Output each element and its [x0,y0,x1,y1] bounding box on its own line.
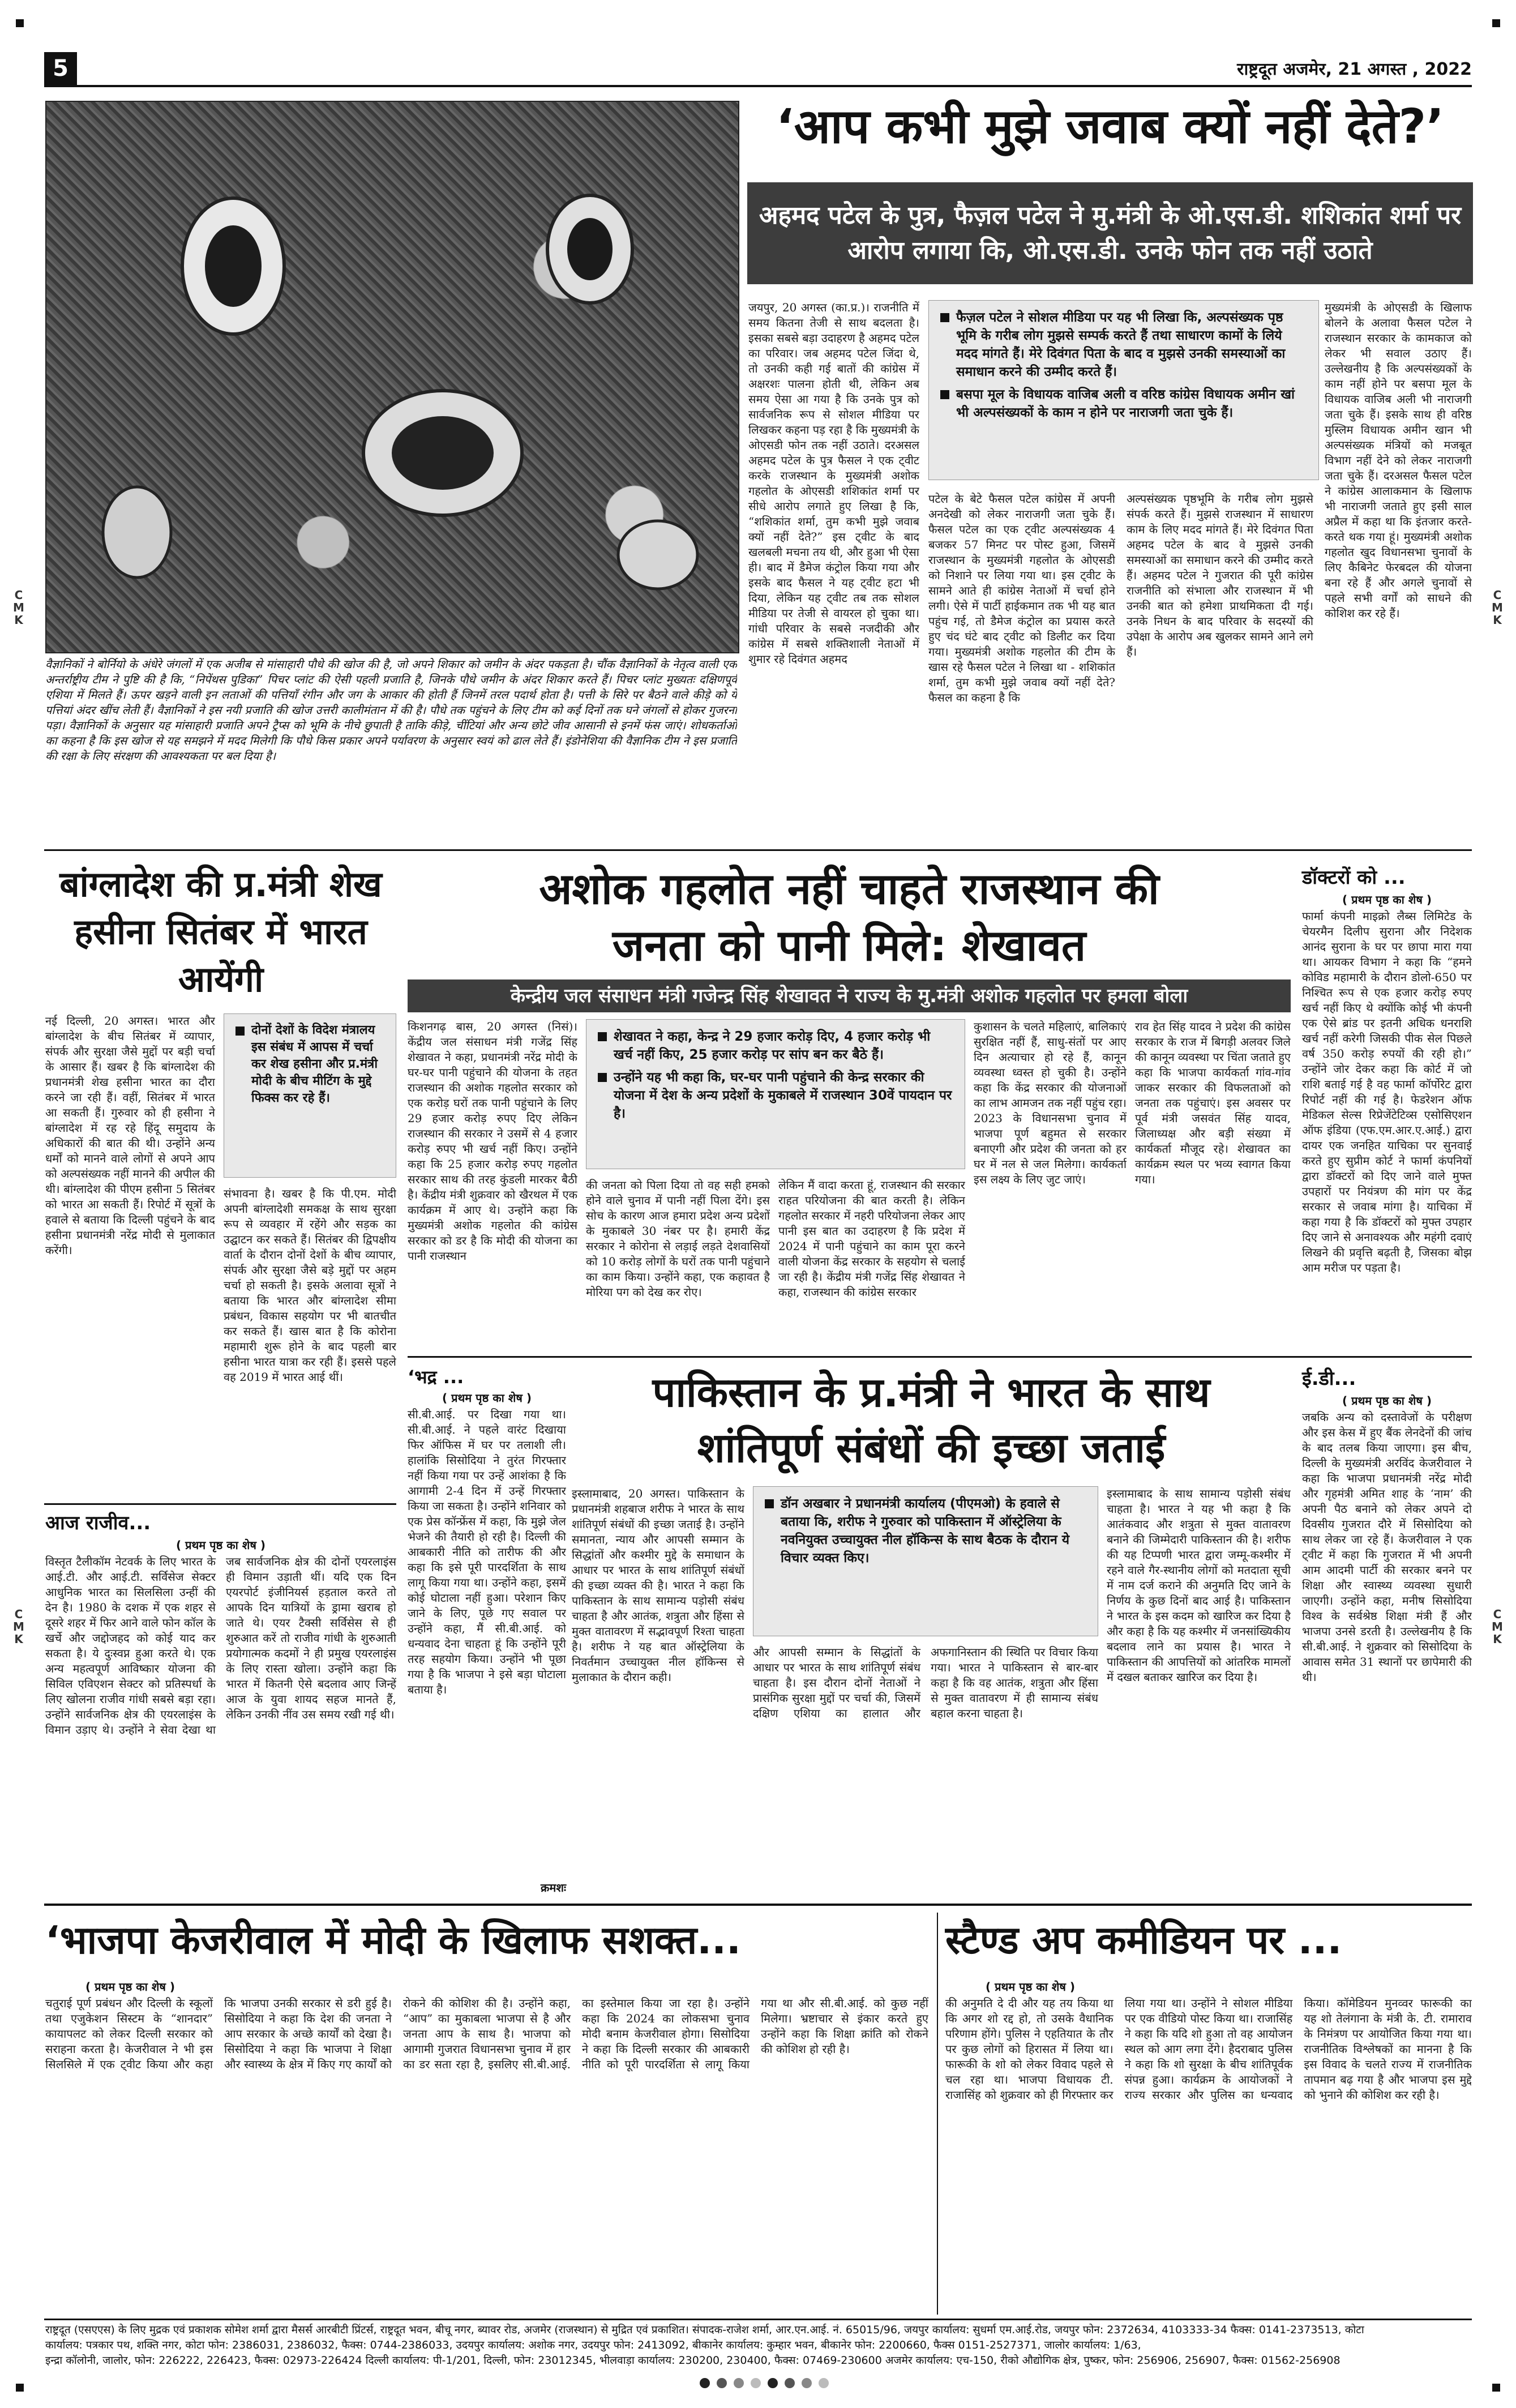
footer-line-3: इन्द्रा कॉलोनी, जालोर, फोन: 226222, 226423, फैक्स: 02973-226424 दिल्ली कार्यालय: पी-1/201, दिल्ली, फोन: 23012345, भीलवाड़ा कार्यालय: 230200, 230400, फैक्स: 07469-230600 अजमेर कार्यालय: एच-150, रीको औद्योगिक क्षेत्र, पुष्कर, फोन: 256906, 256907, फैक्स: 01562-256908 [45,2354,1341,2367]
comedian-text: की अनुमति दे दी और यह तय किया था कि अगर शो रद्द हो, तो उसके वैधानिक परिणाम होंगे। पुलिस ने एहतियात के तौर पर कुछ लोगों को हिरासत में लिया था। फारूकी के शो को लेकर विवाद पहले से चल रहा था। भाजपा विधायक टी. राजासिंह को शुक्रवार को ही गिरफ्तार कर लिया गया था। उन्होंने ने सोशल मीडिया पर एक वीडियो पोस्ट किया था। राजासिंह ने कहा कि यदि शो हुआ तो वह आयोजन स्थल को आग लगा देंगे। हैदराबाद पुलिस ने कहा कि शो सुरक्षा के बीच शांतिपूर्वक संपन्न हुआ। कार्यक्रम के आयोजकों ने राज्य सरकार और पुलिस का धन्यवाद किया। कॉमेडियन मुनव्वर फारूकी का यह शो तेलंगाना के मंत्री के. टी. रामाराव के निमंत्रण पर आयोजित किया गया था। राजनीतिक विश्लेषकों का मानना है कि इस विवाद के चलते राज्य में राजनीतिक तापमान बढ़ गया है और भाजपा इस मुद्दे को भुनाने की कोशिश कर रही है। [945,1996,1472,2102]
gehlot-col4: कुशासन के चलते महिलाएं, बालिकाएं सुरक्षित नहीं हैं, साधु-संतों पर आए दिन अत्याचार हो रहे हैं, कानून व्यवस्था ध्वस्त हो चुकी है। उन्होंने कहा कि केंद्र सरकार की योजनाओं का लाभ आमजन तक नहीं पहुंच रहा। 2023 के विधानसभा चुनाव में भाजपा पूर्ण बहुमत से सरकार बनाएगी और प्रदेश की जनता को हर घर में नल से जल मिलेगा। कार्यकर्ता इस लक्ष्य के लिए जुट जाएं। [974,1020,1127,1186]
bangladesh-col2: संभावना है। खबर है कि पी.एम. मोदी अपनी बांग्लादेशी समकक्ष के साथ सुरक्षा रूप से व्यवहार में रहेंगे और सड़क का उद्घाटन कर सकते हैं। सितंबर की द्विपक्षीय वार्ता के दौरान दोनों देशों के बीच व्यापार, संपर्क और सुरक्षा जैसे बड़े मुद्दों पर अहम चर्चा हो सकती है। इसके अलावा सूत्रों ने बताया कि भारत और बांग्लादेश सीमा प्रबंधन, विकास सहयोग पर भी बातचीत कर सकते हैं। खास बात है कि कोरोना महामारी शुरू होने के बाद पहली बार हसीना भारत यात्रा कर रही हैं। इससे पहले वह 2019 में भारत आई थीं। [224,1187,396,1384]
color-register-dots [594,2378,934,2390]
bangladesh-col1: नई दिल्ली, 20 अगस्त। भारत और बांग्लादेश के बीच सितंबर में व्यापार, संपर्क और सुरक्षा जैसे मुद्दों पर बड़ी चर्चा के आसार हैं। खबर है कि बांग्लादेश की प्रधानमंत्री शेख हसीना भारत का दौरा करने जा रही हैं। वहीं, सितंबर में भारत आ सकती हैं। गुरुवार को ही हसीना ने बांग्लादेश में रह रहे हिंदू समुदाय के अधिकारों की बात की थी। उन्होंने अन्य धर्मों को मानने वाले लोगों से अपने आप को अल्पसंख्यक नहीं मानने की अपील की थी। बांग्लादेश की पीएम हसीना 5 सितंबर को भारत आ सकती हैं। रिपोर्ट में सूत्रों के हवाले से बताया कि दिल्ली पहुंचने के बाद हसीना प्रधानमंत्री नरेंद्र मोदी से मुलाकात करेंगी। [45,1014,215,1257]
headline-pakistan-line2: शांतिपूर्ण संबंधों की इच्छा जताई [697,1424,1166,1472]
cmk-left-2: C M K [13,1607,24,1646]
pakistan-highlight-text: डॉन अखबार ने प्रधानमंत्री कार्यालय (पीएमओ) के हवाले से बताया कि, शरीफ ने गुरुवार को पाकिस्तान में ऑस्ट्रेलिया के नवनियुक्त उच्चायुक्त नील हॉकिन्स के साथ बैठक के दौरान ये विचार व्यक्त किए। [781,1496,1070,1566]
section-rule-3 [44,1904,1472,1906]
reg-square-br [1492,2384,1500,2392]
bangladesh-highlight-text: दोनों देशों के विदेश मंत्रालय इस संबंध में आपस में चर्चा कर शेख हसीना और प्र.मंत्री मोदी के बीच मीटिंग के मुद्दे फिक्स कर रहे हैं। [251,1023,378,1105]
top-story-highlight [928,300,1319,480]
headline-pakistan-line1: पाकिस्तान के प्र.मंत्री ने भारत के साथ [652,1368,1210,1416]
gehlot-col2: की जनता को पिला दिया तो वह सही हमको होने वाले चुनाव में पानी नहीं पिला देंगे। इस सोच के कारण आज हमारा प्रदेश अन्य प्रदेशों के मुकाबले 30 नंबर पर है। हमारी केंद्र सरकार ने कोरोना से लड़ाई लड़ते देशवासियों को 10 करोड़ लोगों के घरों तक पानी पहुंचाने का काम किया। उन्होंने कहा, एक कहावत है मोरिया पग को देख कर रोए। [586,1178,770,1299]
ed-title: ई.डी... [1302,1367,1356,1390]
subheadline-gehlot: केन्द्रीय जल संसाधन मंत्री गजेन्द्र सिंह शेखावत ने राज्य के मु.मंत्री अशोक गहलोत पर हमला बोला [408,980,1291,1012]
headline-top: ‘आप कभी मुझे जवाब क्यों नहीं देते?’ [776,99,1445,154]
pitcher-plant-illustration [46,102,738,652]
pakistan-col1: इस्लामाबाद, 20 अगस्त। पाकिस्तान के प्रधानमंत्री शहबाज शरीफ ने भारत के साथ शांतिपूर्ण संबंधों की इच्छा जताई है। उन्होंने समानता, न्याय और आपसी सम्मान के सिद्धांतों और कश्मीर मुद्दे के समाधान के आधार पर भारत के साथ शांतिपूर्ण संबंधों की इच्छा व्यक्त की है। भारत ने कहा कि पाकिस्तान के साथ सामान्य पड़ोसी संबंध चाहता है और आतंक, शत्रुता और हिंसा से मुक्त वातावरण में सद्भावपूर्ण रिश्ता चाहता है। शरीफ ने यह बात ऑस्ट्रेलिया के निवर्तमान उच्चायुक्त नील हॉकिन्स से मुलाकात के दौरान कही। [572,1487,744,1684]
top-story-col3: अल्पसंख्यक पृष्ठभूमि के गरीब लोग मुझसे संपर्क करते हैं। मुझसे राजस्थान में साधारण काम के लिए मदद मांगते हैं। मेरे दिवंगत पिता अहमद पटेल के बाद वे मुझसे उनकी समस्याओं का समाधान करने की उम्मीद करते हैं। अहमद पटेल ने गुजरात की पूरी कांग्रेस राजनीति को संभाला और राजस्थान में भी उनकी बात को हमेशा प्राथमिकता दी गई। उनके निधन के बाद परिवार के सदस्यों की उपेक्षा के आरोप अब खुलकर सामने आने लगे हैं। [1127,492,1313,658]
pitcher-plant-photo [45,101,739,653]
bottom-divider [937,1913,938,2315]
doctors-text: फार्मा कंपनी माइक्रो लैब्स लिमिटेड के चेयरमैन दिलीप सुराना और निदेशक आनंद सुराना के घर पर छापा मारा गया था। आयकर विभाग ने कहा कि “हमने कोविड महामारी के दौरान डोलो-650 पर निश्चित रूप से एक हजार करोड़ रुपए खर्च नहीं किए थे क्योंकि कोई भी कंपनी एक ऐसे ब्रांड पर इतनी अधिक धनराशि खर्च नहीं करेगी जिसकी पीक सेल पिछले वर्ष 350 करोड़ रुपयों की रही हो।” उन्होंने जोर देकर कहा कि कोर्ट में जो राशि बताई गई है वह फार्मा कॉर्पोरेट द्वारा रिपोर्ट नहीं की गई है। फेडरेशन ऑफ मेडिकल सेल्स रिप्रेजेंटेटिव्स एसोसिएशन ऑफ इंडिया (एफ.एम.आर.ए.आई.) द्वारा दायर एक जनहित याचिका पर सुनवाई करते हुए सुप्रीम कोर्ट ने फार्मा कंपनियों द्वारा डॉक्टरों को दिए जाने वाले मुफ्त उपहारों पर नियंत्रण की मांग पर केंद्र सरकार से जवाब मांगा है। याचिका में कहा गया है कि डॉक्टरों को मुफ्त उपहार दिए जाने से अनावश्यक और महंगी दवाएं लिखने की प्रवृत्ति बढ़ती है, जिसका बोझ आम मरीज पर पड़ता है। [1302,909,1472,1274]
cmk-right: C M K [1492,588,1503,627]
footer-line-1: राष्ट्रदूत (एसएएस) के लिए मुद्रक एवं प्रकाशक सोमेश शर्मा द्वारा मैसर्स आरबीटी प्रिंटर्स, राष्ट्रदूत भवन, बीचू नगर, ब्यावर रोड, अजमेर (राजस्थान) से मुद्रित एवं प्रकाशित। संपादक-राजेश शर्मा, आर.एन.आई. नं. 65015/96, जयपुर कार्यालय: सुधर्मा एम.आई.रोड, जयपुर फोन: 2372634, 4103333-34 फैक्स: 0141-2373513, कोटा [45,2324,1364,2336]
subheadline-top: अहमद पटेल के पुत्र, फैज़ल पटेल ने मु.मंत्री के ओ.एस.डी. शशिकांत शर्मा पर आरोप लगाया कि, ओ.एस.डी. उनके फोन तक नहीं उठाते [747,182,1473,284]
gehlot-col3: लेकिन मैं वादा करता हूं, राजस्थान की सरकार राहत परियोजना की बात करती है। लेकिन गहलोत सरकार में नहरी परियोजना लेकर आए पानी इस बात का उदाहरण है कि प्रदेश में 2024 में पानी पहुंचाने का काम पूरा करने वाली योजना केंद्र सरकार के सहयोग से चलाई जा रही है। केंद्रीय मंत्री गजेंद्र सिंह शेखावत ने कहा, राजस्थान की कांग्रेस सरकार [778,1178,965,1299]
rajiv-rule [44,1503,396,1505]
highlight-point-1: फैज़ल पटेल ने सोशल मीडिया पर यह भी लिखा कि, अल्पसंख्यक पृष्ठ भूमि के गरीब लोग मुझसे सम्पर्क करते हैं तथा साधारण कामों के लिये मदद मांगते हैं। मेरे दिवंगत पिता के बाद व मुझसे उनकी समस्याओं का समाधान करने की उम्मीद करते हैं। [956,310,1286,379]
gehlot-highlight [586,1019,965,1169]
doctors-continued: ( प्रथम पृष्ठ का शेष ) [1342,893,1432,906]
page-number: 5 [44,52,77,85]
pakistan-col2: और आपसी सम्मान के सिद्धांतों के आधार पर भारत के साथ शांतिपूर्ण संबंध चाहता है। इस दौरान दोनों नेताओं ने प्रासंगिक सुरक्षा मुद्दों पर चर्चा की, जिसमें दक्षिण एशिया का हालात और अफगानिस्तान की स्थिति पर विचार किया गया। भारत ने पाकिस्तान से बार-बार कहा है कि वह आतंक, शत्रुता और हिंसा से मुक्त वातावरण में ही सामान्य संबंध बहाल करना चाहता है। [753,1645,1098,1720]
gehlot-highlight-1: शेखावत ने कहा, केन्द्र ने 29 हजार करोड़ दिए, 4 हजार करोड़ भी खर्च नहीं किए, 25 हजार करोड़ पर सांप बन कर बैठे हैं। [614,1029,931,1062]
pakistan-col3: इस्लामाबाद के साथ सामान्य पड़ोसी संबंध चाहता है। भारत ने यह भी कहा है कि आतंकवाद और शत्रुता से मुक्त वातावरण बनाने की जिम्मेदारी पाकिस्तान की है। शरीफ की यह टिप्पणी भारत द्वारा जम्मू-कश्मीर में रहने वाले गैर-स्थानीय लोगों को मतदाता सूची में नाम दर्ज कराने की अनुमति दिए जाने के निर्णय के कुछ दिनों बाद आई है। पाकिस्तान ने भारत के इस कदम को खारिज कर दिया है और कहा है कि यह कश्मीर में जनसांख्यिकीय बदलाव लाने का प्रयास है। भारत ने पाकिस्तान की आपत्तियों को आंतरिक मामलों में दखल बताकर खारिज कर दिया है। [1107,1487,1291,1684]
section-rule-1 [44,849,1472,851]
section-rule-2 [408,1356,1472,1358]
ed-text: जबकि अन्य को दस्तावेजों के परीक्षण और इस केस में हुए बैंक लेनदेनों की जांच के बाद तलब किया जाएगा। इस बीच, दिल्ली के मुख्यमंत्री अरविंद केजरीवाल ने कहा कि भाजपा प्रधानमंत्री नरेंद्र मोदी और गृहमंत्री अमित शाह के ‘नाम’ की अपनी पैठ बनाने को लेकर अपने दो दिवसीय गुजरात दौरे में सिसोदिया को साथ लेकर जा रहे हैं। केजरीवाल ने एक ट्वीट में कहा कि गुजरात में भी अपनी आम आदमी पार्टी की सरकार बनने पर शिक्षा और स्वास्थ्य व्यवस्था सुधारी जाएगी। उन्होंने कहा, मनीष सिसोदिया विश्व के सर्वश्रेष्ठ शिक्षा मंत्री हैं और भाजपा उनसे डरती है। उल्लेखनीय है कि सी.बी.आई. ने शुक्रवार को सिसोदिया के आवास समेत 31 स्थानों पर छापेमारी की थी। [1302,1410,1472,1684]
ed-continued: ( प्रथम पृष्ठ का शेष ) [1342,1394,1432,1408]
top-story-col1: जयपुर, 20 अगस्त (का.प्र.)। राजनीति में समय कितना तेजी से साथ बदलता है। इसका सबसे बड़ा उदाहरण है अहमद पटेल का परिवार। जब अहमद पटेल जिंदा थे, तो उनकी कही गई बातों की कांग्रेस में अक्षरशः पालना होती थी, लेकिन अब समय ऐसा आ गया है कि उनके पुत्र को सार्वजनिक रूप से सोशल मीडिया पर लिखकर कहना पड़ रहा है कि मुख्यमंत्री के ओएसडी फोन तक नहीं उठाते। दरअसल अहमद पटेल के पुत्र फैसल ने एक ट्वीट करके राजस्थान के मुख्यमंत्री अशोक गहलोत के ओएसडी शशिकांत शर्मा पर सीधे आरोप लगाते हुए लिखा है कि, “शशिकांत शर्मा, तुम कभी मुझे जवाब क्यों नहीं देते?” इस ट्वीट के बाद खलबली मचना तय थी, और हुआ भी ऐसा ही। बाद में डैमेज कंट्रोल किया गया और इसके बाद फैसल ने यह ट्वीट हटा भी दिया, लेकिन यह ट्वीट तब तक सोशल मीडिया पर तेजी से वायरल हो चुका था। गांधी परिवार के सबसे नजदीकी और कांग्रेस में सबसे शक्तिशाली नेताओं में शुमार रहे दिवंगत अहमद [748,301,919,666]
headline-bjp: ‘भाजपा केजरीवाल में मोदी के खिलाफ सशक्त... [45,1918,741,1963]
gehlot-col1: किशनगढ़ बास, 20 अगस्त (निसं)। केंद्रीय जल संसाधन मंत्री गजेंद्र सिंह शेखावत ने कहा, प्रधानमंत्री नरेंद्र मोदी के घर-घर पानी पहुंचाने की योजना के तहत राजस्थान की अशोक गहलोत सरकार को एक करोड़ घरों तक पानी पहुंचाने के लिए 29 हजार करोड़ रुपए दिए लेकिन राजस्थान की सरकार ने उसमें से 4 हजार करोड़ रुपए भी खर्च नहीं किए। उन्होंने कहा कि 25 हजार करोड़ रुपए गहलोत सरकार साथ की तरह कुंडली मारकर बैठी है। केंद्रीय मंत्री शुक्रवार को खैरथल में एक कार्यक्रम में आए थे। उन्होंने कहा कि मुख्यमंत्री अशोक गहलोत की कांग्रेस सरकार को डर है कि मोदी की योजना का पानी राजस्थान [408,1020,577,1263]
bjp-continued: ( प्रथम पृष्ठ का शेष ) [85,1980,175,1994]
rajiv-text: विस्तृत टैलीकॉम नेटवर्क के लिए भारत के आई.टी. और आई.टी. सर्विसेज सेक्टर आधुनिक भारत का सिलसिला उन्हीं की देन है। 1980 के दशक में एक शहर से दूसरे शहर में फिर आने वाले फोन कॉल के खर्चे और जद्दोजहद को कोई याद कर सकता है। ये दुःस्वप्न हुआ करते थे। एक अन्य महत्वपूर्ण आविष्कार योजना की सिविल एविएशन सेक्टर को प्रतिस्पर्धा के लिए खोलना राजीव गांधी सबसे बड़ा रहा। उन्होंने सार्वजनिक क्षेत्र की एयरलाइंस के विमान उड़ाए थे। उन्होंने ने सेवा देखा था जब सार्वजनिक क्षेत्र की दोनों एयरलाइंस ही विमान उड़ाती थीं। यदि एक दिन एयरपोर्ट इंजीनियर्स हड़ताल करते तो आपके दिन यात्रियों के ड्रामा खराब हो जाते थे। एयर टैक्सी सर्विसेस से ही शुरुआत करें तो राजीव गांधी के शुरुआती प्रयोगात्मक कदमों ने ही प्रमुख एयरलाइंस के लिए रास्ता खोला। उन्होंने कहा कि भारत में कितनी ऐसे बदलाव आए जिन्हें आज के युवा शायद सहज मानते हैं, लेकिन उनकी नींव उस समय रखी गई थी। [45,1555,396,1737]
reg-square-tr [1492,19,1500,27]
bhadra-end: क्रमशः [541,1881,566,1894]
cmk-left: C M K [13,588,24,627]
rajiv-title: आज राजीव... [45,1512,151,1534]
gehlot-col5: राव हेत सिंह यादव ने प्रदेश की कांग्रेस सरकार के राज में बिगड़ी अलवर जिले की कानून व्यवस्था पर चिंता जताते हुए कहा कि भाजपा कार्यकर्ता गांव-गांव जाकर सरकार की विफलताओं को जनता तक पहुंचाएं। इस अवसर पर पूर्व मंत्री जसवंत सिंह यादव, जिलाध्यक्ष और बड़ी संख्या में कार्यकर्ता मौजूद रहे। शेखावत का कार्यक्रम स्थल पर भव्य स्वागत किया गया। [1135,1020,1291,1186]
bangladesh-highlight [224,1013,396,1178]
headline-gehlot-line1: अशोक गहलोत नहीं चाहते राजस्थान की [539,863,1159,914]
footer-imprint [45,2323,1472,2368]
headline-pakistan [572,1365,1291,1475]
photo-caption: वैज्ञानिकों ने बोर्नियो के अंधेरे जंगलों में एक अजीब से मांसाहारी पौधे की खोज की है, जो अपने शिकार को जमीन के अंदर पकड़ता है। चौंक वैज्ञानिकों के नेतृत्व वाली एक अन्तर्राष्ट्रीय टीम ने पुष्टि की है कि, “निपेंथस पुडिका” पिचर प्लांट की ऐसी पहली प्रजाति है, जिनके पौधे जमीन के अंदर शिकार करते हैं। पिचर प्लांट मुख्यतः दक्षिणपूर्व एशिया में मिलते हैं। ऊपर खड़ने वाली इन लताओं की पत्तियाँ रंगीन और जग के आकार की होती हैं जिनमें तरल पदार्थ होता है। पत्ती के सिरे पर बैठने वाले कीड़े को ये पत्तियां अंदर खींच लेती हैं। वैज्ञानिकों ने इस नयी प्रजाति की खोज उत्तरी कालीमंतान में की है। पौधे तक पहुंचने के लिए टीम को कई दिनों तक घने जंगलों से होकर गुजरना पड़ा। वैज्ञानिकों के अनुसार यह मांसाहारी प्रजाति अपने ट्रैप्स को भूमि के नीचे छुपाती है ताकि कीड़े, चींटियां और अन्य छोटे जीव आसानी से इनमें फंस जाएं। शोधकर्ताओं का कहना है कि इस खोज से यह समझने में मदद मिलेगी कि पौधे किस प्रकार अपने पर्यावरण के अनुसार स्वयं को ढाल लेते हैं। इंडोनेशिया की वैज्ञानिक टीम ने इस प्रजाति की रक्षा के लिए संरक्षण की आवश्यकता पर बल दिया है। [45,657,737,763]
reg-square-tl [16,19,24,27]
headline-comedian: स्टैण्ड अप कमीडियन पर ... [945,1918,1342,1963]
gehlot-highlight-2: उन्होंने यह भी कहा कि, घर-घर पानी पहुंचाने की केन्द्र सरकार की योजना में देश के अन्य प्रदेशों के मुकाबले में राजस्थान 30वें पायदान पर है। [614,1070,952,1121]
top-story-col2: पटेल के बेटे फैसल पटेल कांग्रेस में अपनी अनदेखी को लेकर नाराजगी जता चुके हैं। फैसल पटेल का एक ट्वीट अल्पसंख्यक 4 बजकर 57 मिनट पर पोस्ट हुआ, जिसमें राजस्थान के मुख्यमंत्री गहलोत के ओएसडी को निशाने पर लिया गया था। इस ट्वीट के सामने आते ही कांग्रेस नेताओं में चर्चा होने लगी। ऐसे में पार्टी हाईकमान तक भी यह बात पहुंच गई, तो डैमेज कंट्रोल का प्रयास करते हुए चंद घंटे बाद ट्वीट को डिलीट कर दिया गया। मुख्यमंत्री अशोक गहलोत की टीम के खास रहे फैसल पटेल ने लिखा था - शशिकांत शर्मा, तुम कभी मुझे जवाब क्यों नहीं देते? फैसल का कहना है कि [928,492,1115,704]
bhadra-continued: ( प्रथम पृष्ठ का शेष ) [442,1391,532,1405]
bjp-text: चतुराई पूर्ण प्रबंधन और दिल्ली के स्कूलों तथा एजुकेशन सिस्टम के “शानदार” कायापलट को लेकर दिल्ली सरकार को सराहना करता है। केजरीवाल ने भी इस सिलसिले में एक ट्वीट किया और कहा कि भाजपा उनकी सरकार से डरी हुई है। सिसोदिया ने कहा कि देश की जनता ने आप सरकार के अच्छे कार्यों को देखा है। सिसोदिया ने कहा कि भाजपा ने शिक्षा और स्वास्थ्य के क्षेत्र में किए गए कार्यों को रोकने की कोशिश की है। उन्होंने कहा, “आप” का मुकाबला भाजपा से है और जनता आप के साथ है। भाजपा को आगामी गुजरात विधानसभा चुनाव में हार का डर सता रहा है, इसलिए सी.बी.आई. का इस्तेमाल किया जा रहा है। उन्होंने कहा कि 2024 का लोकसभा चुनाव मोदी बनाम केजरीवाल होगा। सिसोदिया ने कहा कि दिल्ली सरकार की आबकारी नीति को पूरी पारदर्शिता से लागू किया गया था और सी.बी.आई. को कुछ नहीं मिलेगा। भ्रष्टाचार से इंकार करते हुए उन्होंने कहा कि शिक्षा क्रांति को रोकने की कोशिश हो रही है। [45,1996,928,2071]
highlight-point-2: बसपा मूल के विधायक वाजिब अली व वरिष्ठ कांग्रेस विधायक अमीन खां भी अल्पसंख्यकों के काम न होने पर नाराजगी जता चुके हैं। [956,387,1295,420]
headline-gehlot [408,861,1291,974]
doctors-title: डॉक्टरों को ... [1302,866,1406,889]
reg-square-bl [16,2384,24,2392]
header-date: राष्ट्रदूत अजमेर, 21 अगस्त , 2022 [1237,59,1472,79]
header-rule [44,85,1472,87]
headline-bangladesh: बांग्लादेश की प्र.मंत्री शेख हसीना सितंबर में भारत आयेंगी [59,863,382,1000]
cmk-right-2: C M K [1492,1607,1503,1646]
rajiv-continued: ( प्रथम पृष्ठ का शेष ) [175,1538,266,1552]
footer-line-2: कार्यालय: पत्रकार पथ, शक्ति नगर, कोटा फोन: 2386031, 2386032, फैक्स: 0744-2386033, उदयपुर कार्यालय: अशोक नगर, उदयपुर फोन: 2413092, बीकानेर कार्यालय: कुम्हार भवन, बीकानेर फोन: 2200660, फैक्स 0151-2527371, जालोर कार्यालय: 1/63, [45,2339,1141,2351]
top-story-col4: मुख्यमंत्री के ओएसडी के खिलाफ बोलने के अलावा फैसल पटेल ने राजस्थान सरकार के कामकाज को लेकर भी सवाल उठाए हैं। उल्लेखनीय है कि अल्पसंख्यकों के काम नहीं होने पर बसपा मूल के विधायक वाजिब अली भी नाराजगी जता चुके हैं। इसके साथ ही वरिष्ठ मुस्लिम विधायक अमीन खान भी अल्पसंख्यक मंत्रियों को मजबूत विभाग नहीं देने को लेकर नाराजगी जता चुके हैं। दरअसल फैसल पटेल ने कांग्रेस आलाकमान के खिलाफ भी नाराजगी जताते हुए इसी साल अप्रैल में कहा था कि इंतजार करते-करते थक गया हूं। मुख्यमंत्री अशोक गहलोत खुद विधानसभा चुनावों के लिए कैबिनेट फेरबदल की योजना बना रहे हैं और अगले चुनावों से पहले सभी वर्गों को साधने की कोशिश कर रहे हैं। [1325,301,1472,620]
headline-gehlot-line2: जनता को पानी मिले: शेखावत [612,920,1086,970]
pakistan-highlight [753,1486,1098,1636]
footer-rule [44,2319,1472,2320]
comedian-continued: ( प्रथम पृष्ठ का शेष ) [985,1980,1076,1994]
bhadra-text: सी.बी.आई. पर दिखा गया था। सी.बी.आई. ने पहले वारंट दिखाया फिर ऑफिस में घर पर तलाशी ली। हालांकि सिसोदिया ने तुरंत गिरफ्तार नहीं किया गया पर उन्हें आशंका है कि आगामी 2-4 दिन में उन्हें गिरफ्तार किया जा सकता है। उन्होंने शनिवार को एक प्रेस कॉन्फ्रेंस में कहा, कि मुझे जेल भेजने की तैयारी हो रही है। दिल्ली की आबकारी नीति को तारीफ की और कहा कि इसे पूरी पारदर्शिता के साथ लागू किया गया था। उन्होंने कहा, इसमें कोई घोटाला नहीं हुआ। परेशान किए जाने के लिए, पूछे गए सवाल पर उन्होंने कहा, मैं सी.बी.आई. को धन्यवाद देना चाहता हूं कि उन्होंने पूरी तरह सहयोग किया। उन्होंने भी पूछा गया है कि भाजपा ने इसे बड़ा घोटाला बताया है। [408,1408,566,1696]
bhadra-title: ‘भद्र ... [408,1366,464,1388]
